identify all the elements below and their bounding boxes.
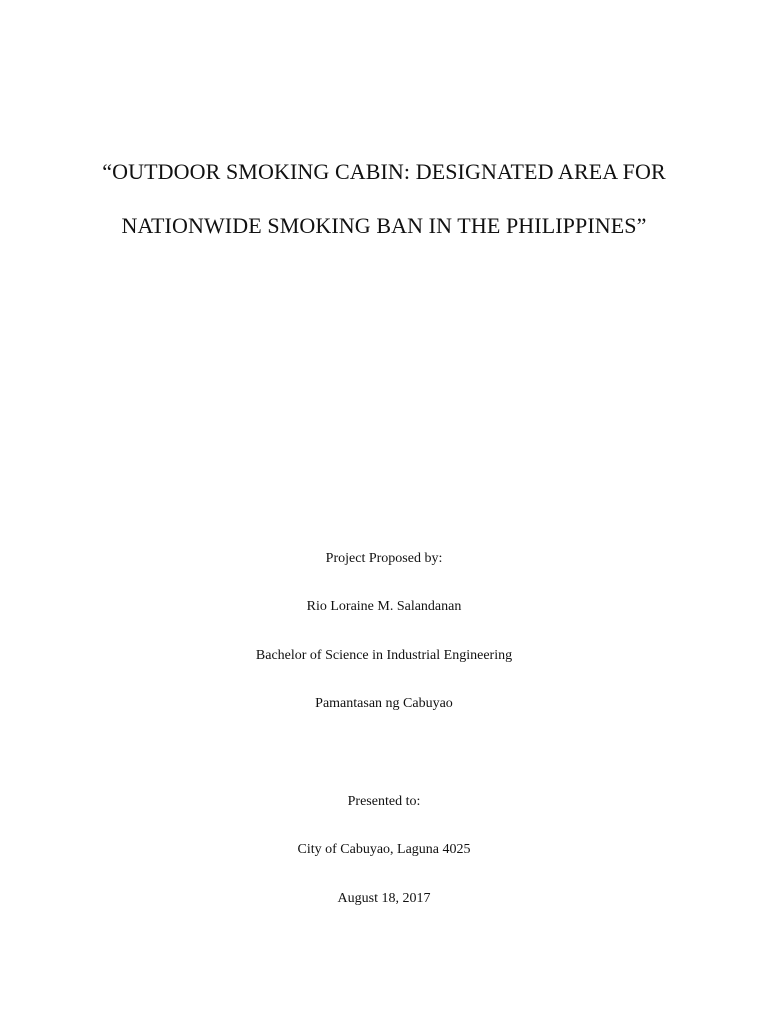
school-name: Pamantasan ng Cabuyao [315,696,453,711]
title-line-1: “OUTDOOR SMOKING CABIN: DESIGNATED AREA FOR [102,159,666,184]
document-date: August 18, 2017 [337,891,431,906]
presented-to-label: Presented to: [347,794,421,809]
degree-program: Bachelor of Science in Industrial Engineering [255,648,513,663]
author-name: Rio Loraine M. Salandanan [306,599,462,614]
recipient-location: City of Cabuyao, Laguna 4025 [297,842,471,857]
proposed-by-label: Project Proposed by: [325,551,443,566]
title-line-2: NATIONWIDE SMOKING BAN IN THE PHILIPPINES” [121,213,647,238]
